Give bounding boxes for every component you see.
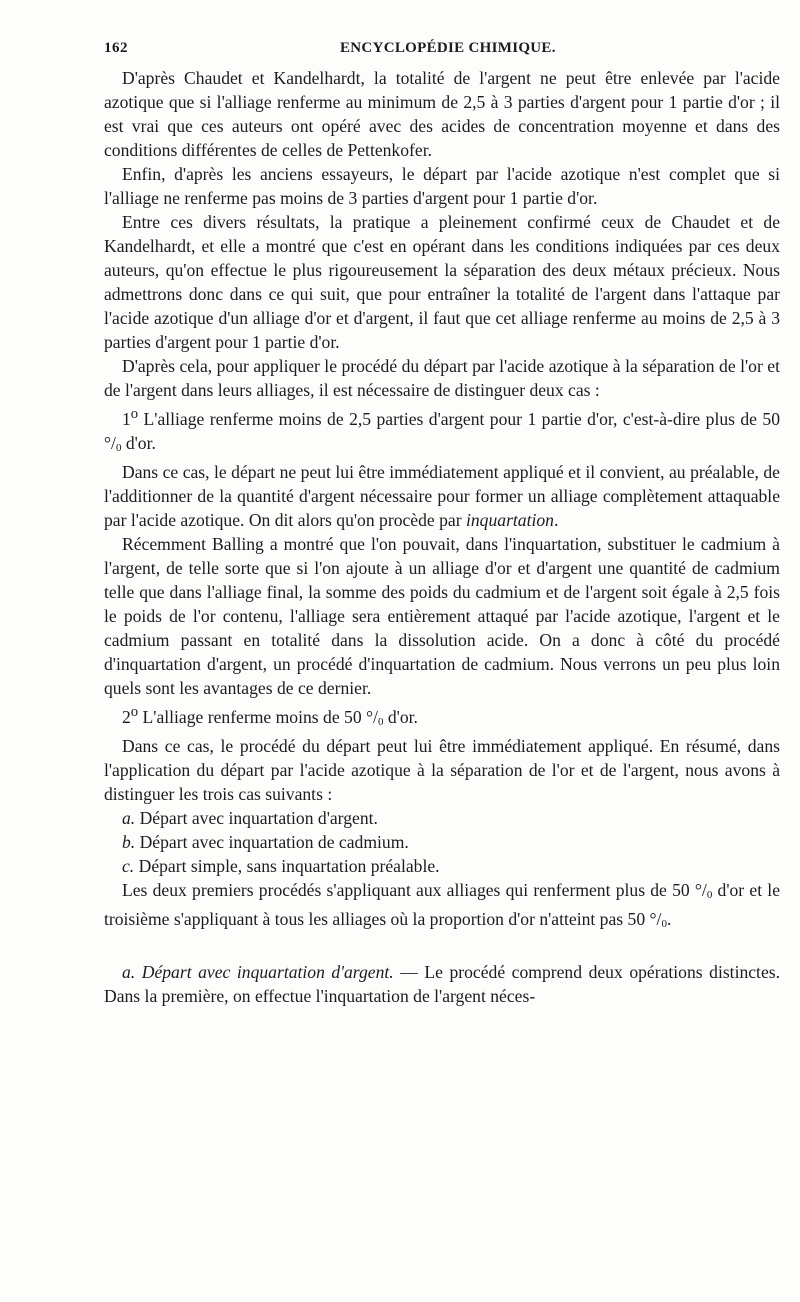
list-text-a: Départ avec inquartation d'argent. bbox=[135, 807, 378, 828]
list-item-c bbox=[104, 854, 780, 878]
case-two-number: 2 bbox=[122, 706, 131, 727]
case-one-number: 1 bbox=[122, 408, 131, 429]
percent-subscript: 0 bbox=[661, 917, 667, 930]
list-item-a bbox=[104, 806, 780, 830]
list-label-c: c. bbox=[122, 855, 135, 876]
case-two-heading bbox=[104, 700, 780, 734]
paragraph-deux-premiers bbox=[104, 878, 780, 936]
case-one-degree: o bbox=[130, 406, 139, 422]
case-two-text: L'alliage renferme moins de 50 °/ bbox=[138, 706, 378, 727]
list-text-b: Départ avec inquartation de cadmium. bbox=[135, 831, 409, 852]
deux-premiers-end: . bbox=[666, 908, 672, 929]
list-text-c: Départ simple, sans inquartation préalable. bbox=[134, 855, 440, 876]
body-text bbox=[104, 66, 780, 1008]
inquartation-text: Dans ce cas, le départ ne peut lui être immédiatement appliqué et il convient, au préalable, de l'additionner de la quantité d'argent nécessaire pour former un alliage complètement attaquable par l'acide azotique. On dit alors qu'on procède par bbox=[104, 461, 780, 530]
inquartation-term: inquartation bbox=[466, 509, 554, 530]
case-two-degree: o bbox=[130, 703, 139, 720]
list-label-a: a. bbox=[122, 807, 136, 828]
percent-subscript: 0 bbox=[377, 715, 384, 728]
case-two-end: d'or. bbox=[383, 706, 418, 727]
inquartation-end: . bbox=[553, 509, 559, 530]
case-one-end: d'or. bbox=[121, 432, 156, 453]
case-one-text: L'alliage renferme moins de 2,5 parties d'argent pour 1 partie d'or, c'est-à-dire plus de 50 °/ bbox=[104, 408, 780, 453]
paragraph-anciens-essayeurs: Enfin, d'après les anciens essayeurs, le départ par l'acide azotique n'est complet que si l'alliage ne renferme pas moins de 3 parties d'argent pour 1 partie d'or. bbox=[104, 164, 780, 208]
page-number: 162 bbox=[104, 40, 128, 56]
page-header bbox=[104, 40, 780, 64]
paragraph-resultats: Entre ces divers résultats, la pratique a pleinement confirmé ceux de Chaudet et de Kandelhardt, et elle a montré que c'est en opérant dans les conditions indiquées par ces deux auteurs, qu'on effectue le plus rigoureusement la séparation des deux métaux précieux. Nous admettrons donc dans ce qui suit, que pour entraîner la totalité de l'argent dans l'attaque par l'acide azotique d'un alliage d'or et d'argent, il faut que cet alliage renferme au moins de 2,5 à 3 parties d'argent pour 1 partie d'or. bbox=[104, 212, 780, 352]
paragraph-resume: Dans ce cas, le procédé du départ peut lui être immédiatement appliqué. En résumé, dans l'application du départ par l'acide azotique à la séparation de l'or et de l'argent, nous avons à distinguer les trois cas suivants : bbox=[104, 735, 780, 804]
deux-premiers-mid: d'or et le troisième s'appliquant à tous les alliages où la proportion d'or n'atteint pas 50 °/ bbox=[104, 879, 780, 929]
paragraph-deux-cas: D'après cela, pour appliquer le procédé du départ par l'acide azotique à la séparation de l'or et de l'argent dans leurs alliages, il est nécessaire de distinguer deux cas : bbox=[104, 356, 780, 400]
percent-subscript: 0 bbox=[115, 441, 122, 454]
paragraph-inquartation bbox=[104, 460, 780, 532]
paragraph-chaudet-kandelhardt: D'après Chaudet et Kandelhardt, la totalité de l'argent ne peut être enlevée par l'acide azotique que si l'alliage renferme au minimum de 2,5 à 3 parties d'argent pour 1 partie d'or ; il est vrai que ces auteurs ont opéré avec des acides de concentration moyenne et dans des conditions différentes de celles de Pettenkofer. bbox=[104, 68, 780, 160]
section-depart-inquartation bbox=[104, 960, 780, 1008]
list-label-b: b. bbox=[122, 831, 136, 852]
section-heading: a. Départ avec inquartation d'argent. bbox=[122, 961, 394, 982]
running-title: ENCYCLOPÉDIE CHIMIQUE. bbox=[340, 40, 556, 56]
paragraph-balling-cadmium: Récemment Balling a montré que l'on pouvait, dans l'inquartation, substituer le cadmium à l'argent, de telle sorte que si l'on ajoute à un alliage d'or et d'argent une quantité de cadmium telle que dans l'alliage final, la somme des poids du cadmium et de l'argent soit égale à 2,5 fois le poids de l'or contenu, l'alliage sera entièrement attaqué par l'acide azotique, l'argent et le cadmium passant en totalité dans la dissolution acide. On a donc à côté du procédé d'inquartation d'argent, un procédé d'inquartation de cadmium. Nous verrons un peu plus loin quels sont les avantages de ce dernier. bbox=[104, 533, 780, 698]
deux-premiers-text: Les deux premiers procédés s'appliquant aux alliages qui renferment plus de 50 °/ bbox=[122, 879, 707, 900]
list-item-b bbox=[104, 830, 780, 854]
case-one-heading bbox=[104, 402, 780, 460]
percent-subscript: 0 bbox=[706, 888, 713, 901]
section-text: — Le procédé comprend deux opérations distinctes. Dans la première, on effectue l'inquartation de l'argent néces- bbox=[104, 961, 781, 1006]
